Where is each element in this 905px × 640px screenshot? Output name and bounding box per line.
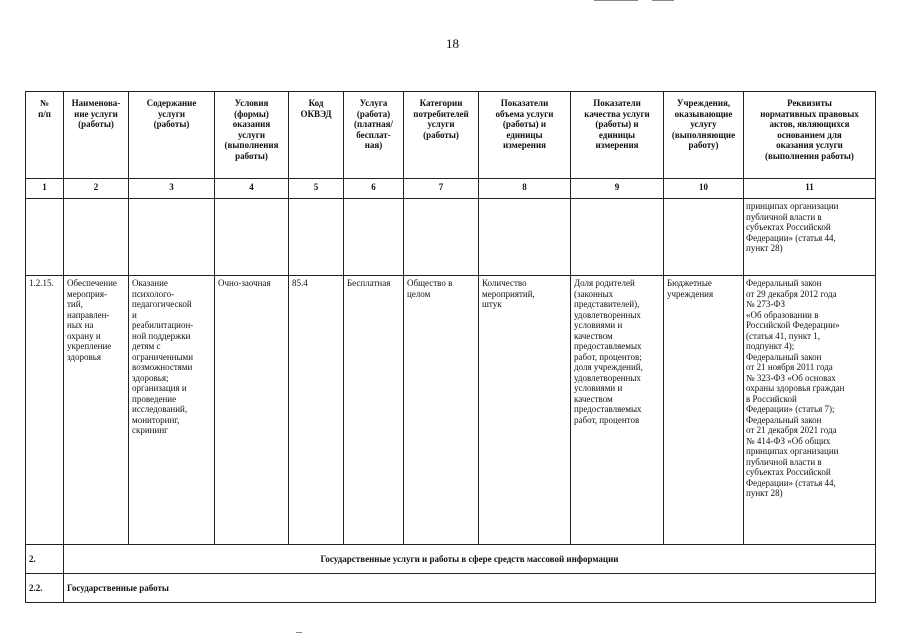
text-line: услуги — [237, 129, 266, 140]
text-line: удовлетворенных — [574, 309, 641, 320]
text-line: измерения — [595, 140, 639, 151]
column-number: 8 — [479, 179, 571, 199]
column-number: 3 — [129, 179, 215, 199]
text-line: № 273-ФЗ — [746, 299, 785, 310]
header-cell — [571, 92, 664, 179]
text-line: Федеральный закон — [746, 351, 822, 362]
text-line: ние услуги — [74, 108, 118, 119]
scan-mark — [296, 632, 302, 633]
text-line: (работа) — [356, 108, 391, 119]
text-line: Федеральный закон — [746, 414, 822, 425]
header-cell — [64, 92, 129, 179]
text-line: детям с — [132, 341, 161, 352]
header-cell — [129, 92, 215, 179]
header-cell — [744, 92, 876, 179]
text-line: тий, — [67, 299, 83, 310]
text-line: представителей), — [574, 299, 640, 310]
text-line: Федерации» (статья 44, — [746, 232, 836, 243]
text-line: оказания услуги — [776, 140, 843, 151]
empty-cell — [64, 199, 129, 276]
text-line: исследований, — [132, 404, 188, 415]
empty-cell — [344, 199, 404, 276]
text-line: предоставляемых — [574, 404, 642, 415]
text-line: (законных — [574, 288, 614, 299]
text-line: психолого- — [132, 288, 175, 299]
continuation-row — [26, 199, 876, 276]
text-line: Оказание — [132, 278, 168, 288]
text-line: Бюджетные — [667, 278, 712, 288]
text-line: оказывающие — [674, 108, 733, 119]
header-cell — [26, 92, 64, 179]
text-line: от 21 декабря 2021 года — [746, 425, 837, 436]
text-line: мониторинг, — [132, 414, 180, 425]
empty-cell — [479, 199, 571, 276]
text-line: доля учреждений, — [574, 362, 643, 373]
header-cell — [664, 92, 744, 179]
text-line: измерения — [502, 140, 547, 151]
text-line: субъектах Российской — [746, 222, 831, 233]
header-cell — [215, 92, 289, 179]
empty-cell — [664, 199, 744, 276]
column-number: 11 — [744, 179, 876, 199]
text-line: ная) — [364, 140, 383, 151]
empty-cell — [215, 199, 289, 276]
header-cell — [289, 92, 344, 179]
text-line: Обеспечение — [67, 278, 117, 288]
services-registry-table — [25, 91, 876, 603]
text-line: реабилитацион- — [132, 320, 194, 331]
text-line: услугу — [690, 119, 717, 130]
text-line: здоровья — [67, 351, 101, 362]
consumer-categories — [404, 276, 479, 545]
table-row — [26, 276, 876, 545]
text-line: услуги — [427, 119, 455, 130]
scan-mark — [652, 0, 674, 1]
text-line: укрепление — [67, 341, 112, 352]
subsection-row — [26, 574, 876, 603]
service-content — [129, 276, 215, 545]
column-number-row — [26, 179, 876, 199]
legal-acts-continuation — [744, 199, 876, 276]
row-number: 1.2.15. — [26, 276, 64, 545]
text-line: работ, процентов; — [574, 351, 642, 362]
subsection-number: 2.2. — [26, 574, 64, 603]
text-line: Общество в — [407, 278, 453, 288]
column-number: 5 — [289, 179, 344, 199]
text-line: услуги — [157, 108, 186, 119]
text-line: условиями и — [574, 383, 623, 394]
text-line: охрану и — [67, 330, 101, 341]
text-line: Категории — [419, 98, 463, 108]
section-row — [26, 545, 876, 574]
text-line: (работы) — [153, 119, 190, 130]
text-line: проведение — [132, 393, 177, 404]
text-line: (работы) — [423, 129, 459, 140]
section-number: 2. — [26, 545, 64, 574]
text-line: Федерации» (статья 44, — [746, 477, 836, 488]
text-line: штук — [482, 299, 502, 310]
text-line: Содержание — [146, 98, 197, 108]
column-number: 7 — [404, 179, 479, 199]
paid-status: Бесплатная — [344, 276, 404, 545]
section-title: Государственные услуги и работы в сфере средств массовой информации — [64, 545, 876, 574]
text-line: подпункт 4); — [746, 341, 795, 352]
column-number: 9 — [571, 179, 664, 199]
text-line: удовлетворенных — [574, 372, 641, 383]
text-line: (платная/ — [354, 119, 393, 130]
text-line: от 21 ноября 2011 года — [746, 362, 833, 373]
column-number: 6 — [344, 179, 404, 199]
text-line: (выполнения работы) — [765, 150, 854, 161]
text-line: актов, являющихся — [769, 119, 850, 130]
text-line: «Об образовании в — [746, 309, 819, 320]
text-line: работы) — [235, 150, 268, 161]
text-line: пункт 28) — [746, 243, 783, 254]
text-line: скрининг — [132, 425, 168, 436]
text-line: Учреждения, — [676, 98, 731, 108]
text-line: Услуга — [359, 98, 388, 108]
text-line: публичной власти в — [746, 211, 822, 222]
column-number: 1 — [26, 179, 64, 199]
text-line: (выполняющие — [671, 129, 736, 140]
empty-cell — [26, 199, 64, 276]
text-line: оказания — [232, 119, 271, 130]
text-line: единицы — [598, 129, 636, 140]
text-line: (работы) — [78, 119, 114, 130]
empty-cell — [289, 199, 344, 276]
text-line: (статья 41, пункт 1, — [746, 330, 821, 341]
text-line: ограниченными — [132, 351, 194, 362]
text-line: (работы) и — [502, 119, 547, 130]
header-cell — [479, 92, 571, 179]
text-line: (формы) — [234, 108, 269, 119]
quality-indicators — [571, 276, 664, 545]
header-cell — [404, 92, 479, 179]
text-line: субъектах Российской — [746, 467, 831, 478]
page-number: 18 — [446, 36, 459, 51]
text-line: качеством — [574, 330, 613, 341]
text-line: принципах организации — [746, 201, 839, 211]
text-line: потребителей — [413, 108, 469, 119]
volume-indicators — [479, 276, 571, 545]
text-line: и — [132, 309, 137, 320]
text-line: Федерации» (статья 7); — [746, 404, 835, 415]
text-line: объема услуги — [495, 108, 554, 119]
text-line: работу) — [688, 140, 719, 151]
text-line: (работы) и — [595, 119, 639, 130]
text-line: учреждения — [667, 288, 714, 299]
text-line: Федеральный закон — [746, 278, 822, 288]
column-number: 10 — [664, 179, 744, 199]
text-line: качества услуги — [584, 108, 650, 119]
service-name — [64, 276, 129, 545]
text-line: п/п — [38, 108, 51, 119]
text-line: здоровья; — [132, 372, 169, 383]
text-line: Реквизиты — [787, 98, 832, 108]
service-conditions: Очно-заочная — [215, 276, 289, 545]
text-line: Код — [308, 98, 324, 108]
text-line: ОКВЭД — [300, 108, 332, 119]
text-line: Наименова- — [71, 98, 121, 108]
text-line: (выполнения — [224, 140, 279, 151]
text-line: целом — [407, 288, 431, 299]
empty-cell — [129, 199, 215, 276]
text-line: Количество — [482, 278, 527, 288]
okved-code: 85.4 — [289, 276, 344, 545]
column-number: 4 — [215, 179, 289, 199]
text-line: охраны здоровья граждан — [746, 383, 845, 394]
column-number: 2 — [64, 179, 129, 199]
text-line: качеством — [574, 393, 613, 404]
text-line: ной поддержки — [132, 330, 191, 341]
empty-cell — [404, 199, 479, 276]
text-line: в Российской — [746, 393, 797, 404]
text-line: мероприя- — [67, 288, 107, 299]
text-line: Условия — [234, 98, 269, 108]
subsection-title: Государственные работы — [64, 574, 876, 603]
text-line: основанием для — [777, 129, 842, 140]
text-line: возможностями — [132, 362, 193, 373]
empty-cell — [571, 199, 664, 276]
scan-mark — [594, 0, 638, 1]
text-line: бесплат- — [356, 129, 391, 140]
text-line: работ, процентов — [574, 414, 640, 425]
institutions — [664, 276, 744, 545]
text-line: ных на — [67, 320, 94, 331]
text-line: от 29 декабря 2012 года — [746, 288, 837, 299]
text-line: условиями и — [574, 320, 623, 331]
header-cell — [344, 92, 404, 179]
text-line: направлен- — [67, 309, 110, 320]
legal-acts — [744, 276, 876, 545]
text-line: принципах организации — [746, 446, 839, 457]
text-line: организация и — [132, 383, 187, 394]
text-line: № 414-ФЗ «Об общих — [746, 435, 831, 446]
text-line: Доля родителей — [574, 278, 635, 288]
header-row — [26, 92, 876, 179]
text-line: № 323-ФЗ «Об основах — [746, 372, 836, 383]
text-line: Российской Федерации» — [746, 320, 840, 331]
text-line: Показатели — [593, 98, 641, 108]
text-line: пункт 28) — [746, 488, 783, 499]
text-line: педагогической — [132, 299, 192, 310]
text-line: мероприятий, — [482, 288, 535, 299]
text-line: нормативных правовых — [760, 108, 859, 119]
text-line: № — [39, 98, 50, 108]
text-line: публичной власти в — [746, 456, 822, 467]
text-line: единицы — [506, 129, 543, 140]
text-line: Показатели — [500, 98, 549, 108]
text-line: предоставляемых — [574, 341, 642, 352]
